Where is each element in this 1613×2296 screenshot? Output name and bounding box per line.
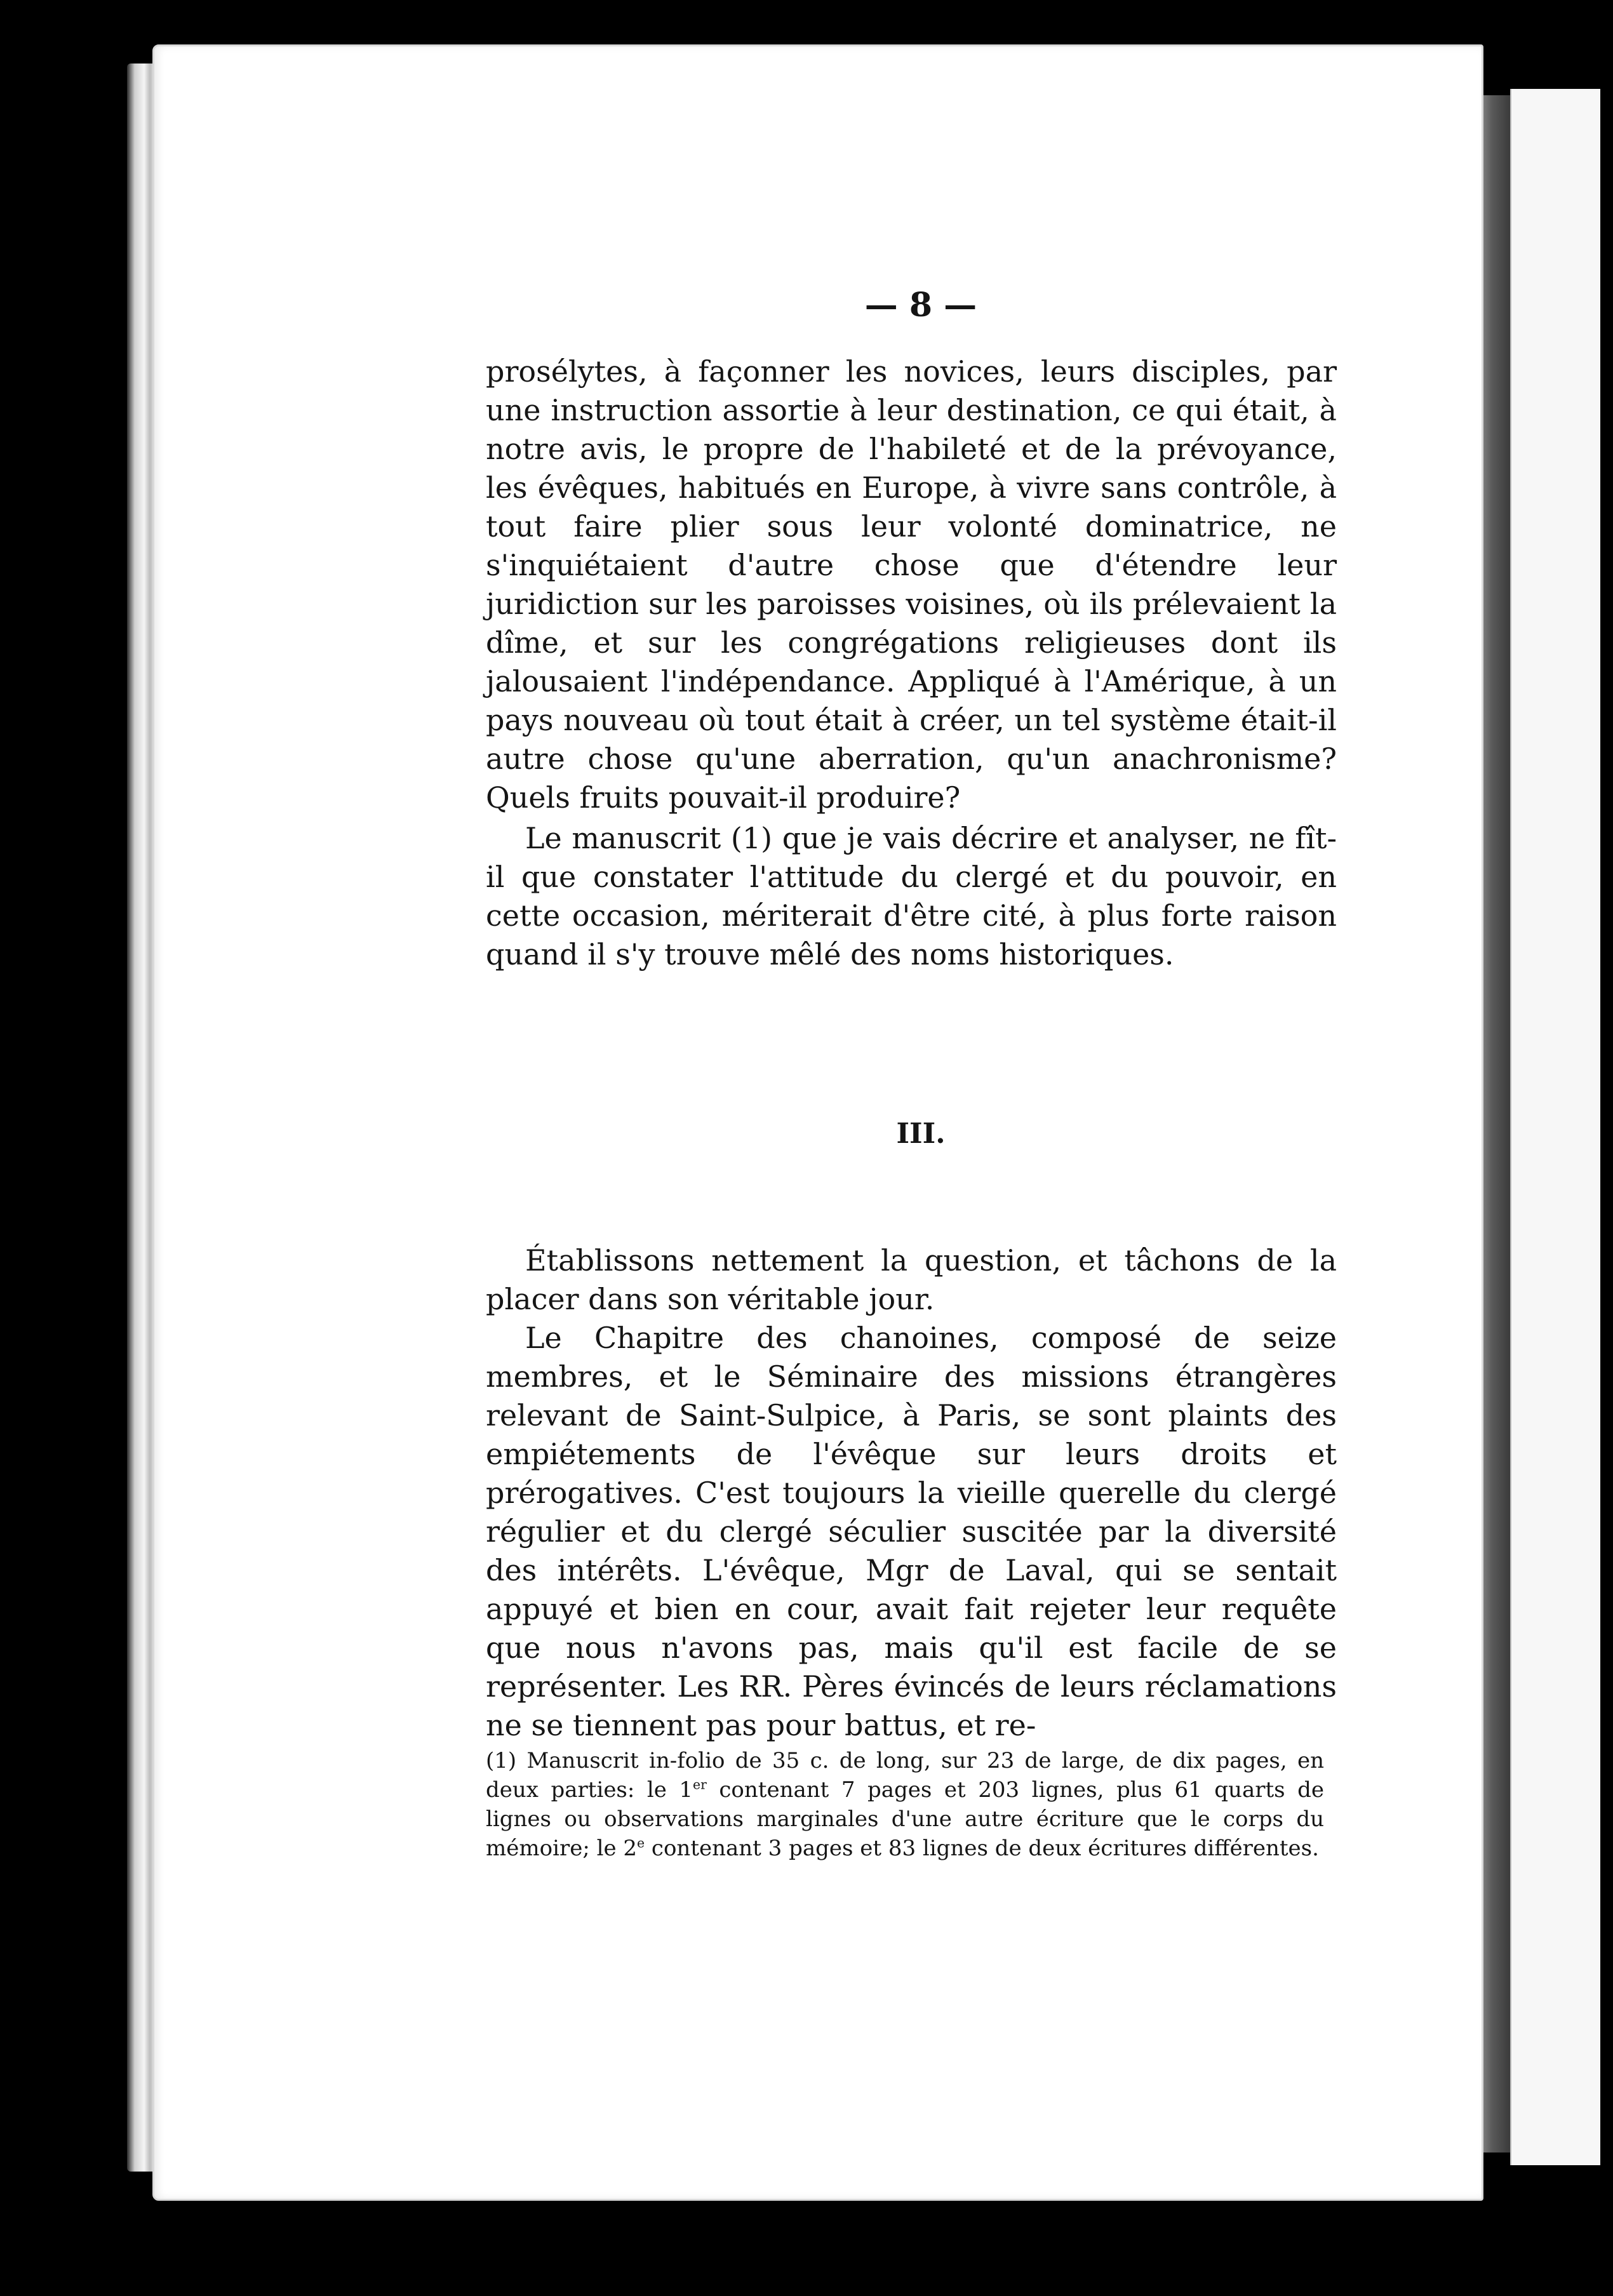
paragraph-2 [486, 819, 1337, 974]
paragraph-4 [486, 1319, 1337, 1745]
book-binding [1480, 95, 1510, 2152]
footnote-text [486, 1746, 1324, 1863]
facing-page-edge [1510, 89, 1600, 2165]
footnote [486, 1746, 1324, 1863]
paragraph-2-text: Le manuscrit (1) que je vais décrire et analyser, ne fît-il que constater l'attitude du clergé et du pouvoir, en cette occasion, mériterait d'être cité, à plus forte raison quand il s'y trouve mêlé des noms historiques. [486, 821, 1337, 971]
paragraph-3-text: Établissons nettement la question, et tâchons de la placer dans son véritable jour. [486, 1243, 1337, 1316]
footnote-part-2: contenant 7 pages et 203 lignes, plus 61 quarts de lignes ou observations marginales d'une autre écriture que le corps du mémoire; le 2 [486, 1777, 1324, 1861]
footnote-part-1: (1) Manuscrit in-folio de 35 c. de long, sur 23 de large, de dix pages, en deux parties: le 1 [486, 1748, 1324, 1803]
footnote-sup-1: er [693, 1777, 707, 1792]
paragraph-1-text: prosélytes, à façonner les novices, leurs disciples, par une instruction assortie à leur destination, ce qui était, à notre avis, le propre de l'habileté et de la prévoyance, les évêques, habitués en Europe, à vivre sans contrôle, à tout faire plier sous leur volonté dominatrice, ne s'inquiétaient d'autre chose que d'étendre leur juridiction sur les paroisses voisines, où ils prélevaient la dîme, et sur les congrégations religieuses dont ils jalousaient l'indépendance. Appliqué à l'Amérique, à un pays nouveau où tout était à créer, un tel système était-il autre chose qu'une aberration, qu'un anachronisme? Quels fruits pouvait-il produire? [486, 354, 1337, 815]
footnote-sup-2: e [637, 1835, 645, 1851]
footnote-part-3: contenant 3 pages et 83 lignes de deux écritures différentes. [645, 1836, 1319, 1861]
section-heading: III. [896, 1118, 946, 1150]
paragraph-1 [486, 352, 1337, 817]
paragraph-3 [486, 1241, 1337, 1319]
page-number: — 8 — [864, 286, 977, 324]
paragraph-4-text: Le Chapitre des chanoines, composé de seize membres, et le Séminaire des missions étrangères relevant de Saint-Sulpice, à Paris, se sont plaints des empiétements de l'évêque sur leurs droits et prérogatives. C'est toujours la vieille querelle du clergé régulier et du clergé séculier suscitée par la diversité des intérêts. L'évêque, Mgr de Laval, qui se sentait appuyé et bien en cour, avait fait rejeter leur requête que nous n'avons pas, mais qu'il est facile de se représenter. Les RR. Pères évincés de leurs réclamations ne se tiennent pas pour battus, et re- [486, 1321, 1337, 1742]
